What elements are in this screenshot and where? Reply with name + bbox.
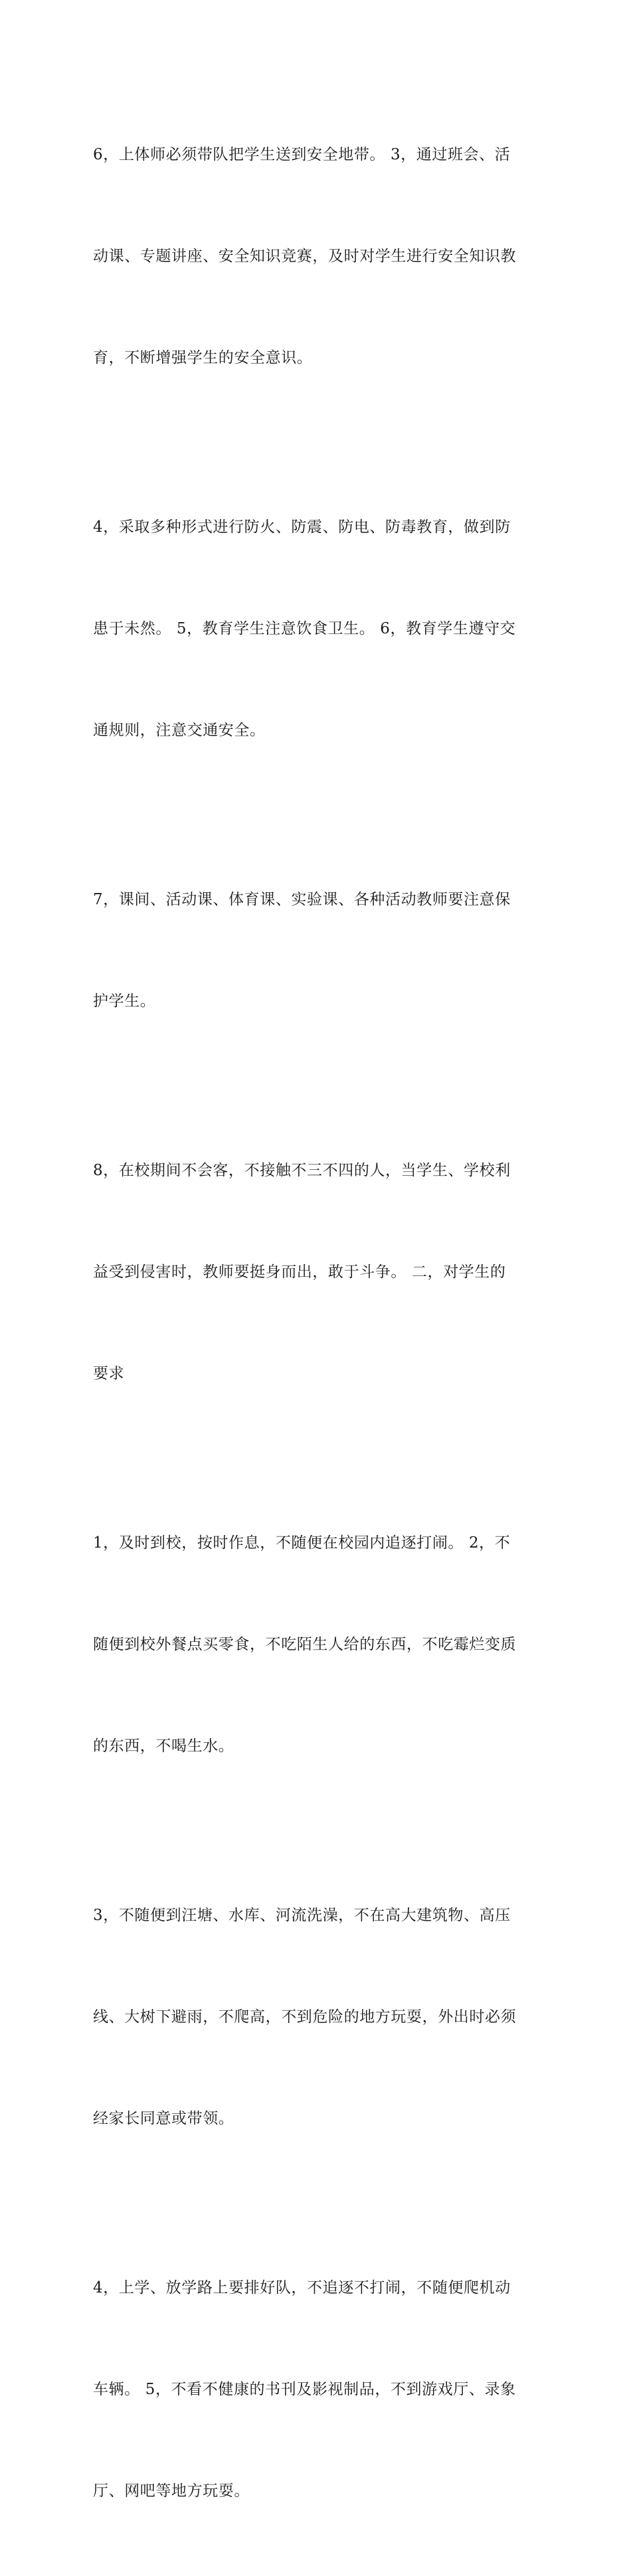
text-line: 厅、网吧等地方玩耍。 — [93, 2482, 250, 2500]
text-line: 7，课间、活动课、体育课、实验课、各种活动教师要注意保 — [93, 891, 511, 908]
paragraph-5 — [93, 1459, 545, 1831]
paragraph-2 — [93, 443, 545, 815]
text-line: 4，上学、放学路上要排好队，不追逐不打闹，不随便爬机动 — [93, 2279, 511, 2296]
paragraph-1 — [93, 70, 545, 443]
paragraph-4 — [93, 1086, 545, 1459]
text-line: 4，采取多种形式进行防火、防震、防电、防毒教育，做到防 — [93, 519, 511, 536]
text-line: 经家长同意或带领。 — [93, 2110, 234, 2127]
text-line: 育，不断增强学生的安全意识。 — [93, 349, 313, 366]
text-line: 护学生。 — [93, 993, 156, 1010]
text-line: 3，不随便到汪塘、水库、河流洗澡，不在高大建筑物、高压 — [93, 1907, 511, 1924]
text-line: 要求 — [93, 1365, 125, 1382]
text-line: 线、大树下避雨，不爬高，不到危险的地方玩耍，外出时必须 — [93, 2008, 517, 2026]
text-line: 车辆。 5，不看不健康的书刊及影视制品，不到游戏厅、录象 — [93, 2381, 516, 2398]
text-line: 6，上体师必须带队把学生送到安全地带。 3，通过班会、活 — [93, 146, 511, 163]
paragraph-7 — [93, 2204, 545, 2576]
paragraph-6 — [93, 1831, 545, 2204]
paragraph-3 — [93, 815, 545, 1086]
document-body — [93, 70, 545, 2576]
text-line: 随便到校外餐点买零食，不吃陌生人给的东西，不吃霉烂变质 — [93, 1636, 517, 1653]
text-line: 的东西，不喝生水。 — [93, 1737, 234, 1755]
text-line: 益受到侵害时，教师要挺身而出，敢于斗争。 二，对学生的 — [93, 1263, 506, 1281]
text-line: 患于未然。 5，教育学生注意饮食卫生。 6，教育学生遵守交 — [93, 620, 516, 637]
text-line: 1，及时到校，按时作息，不随便在校园内追逐打闹。 2，不 — [93, 1534, 511, 1552]
text-line: 通规则，注意交通安全。 — [93, 722, 266, 739]
text-line: 8，在校期间不会客，不接触不三不四的人，当学生、学校利 — [93, 1162, 511, 1179]
text-line: 动课、专题讲座、安全知识竞赛，及时对学生进行安全知识教 — [93, 248, 517, 265]
